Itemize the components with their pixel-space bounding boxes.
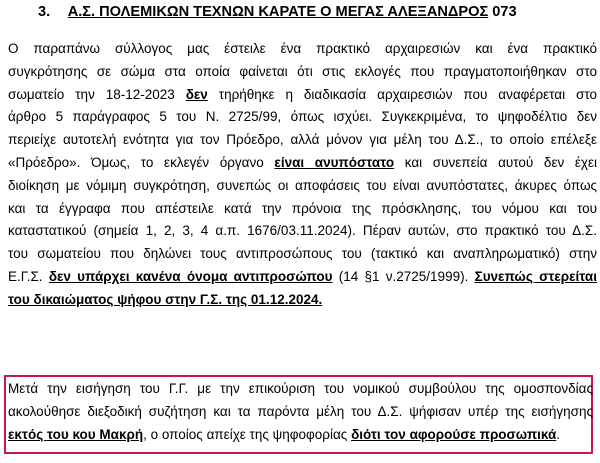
club-code: 073 bbox=[492, 4, 517, 20]
text-line: Ο παραπάνω σύλλογος μας έστειλε ένα πρακτικό αρχαιρεσιών και ένα πρακτικό bbox=[8, 41, 597, 56]
paragraph-decision bbox=[8, 378, 593, 446]
text-line: Μετά την εισήγηση του Γ.Γ. με την επικούριση του νομικού συμβούλου της ομοσπονδίας bbox=[8, 381, 593, 396]
text-line: άρθρο 5 παράγραφος 5 του Ν. 2725/99, όπως ισχύει. Συγκεκριμένα, το ψηφοδέλτιο δεν bbox=[8, 109, 597, 125]
emphasis-anypostato: είναι ανυπόστατο bbox=[274, 154, 395, 170]
text-line: Ε.Γ.Σ. δεν υπάρχει κανένα όνομα αντιπροσώπου (14 §1 ν.2725/1999). Συνεπώς στερείται bbox=[8, 268, 597, 284]
text-line: καταστατικού (σημεία 1, 2, 3, 4 α.π. 1676/03.11.2024). Πέραν αυτών, στο πρακτικό του Δ.Σ. bbox=[8, 223, 597, 239]
emphasis-therefore: Συνεπώς στερείται bbox=[474, 268, 597, 284]
section-number: 3. bbox=[38, 4, 51, 20]
emphasis-except-makris: εκτός του κου Μακρή bbox=[8, 426, 144, 442]
section-title: Α.Σ. ΠΟΛΕΜΙΚΩΝ ΤΕΧΝΩΝ ΚΑΡΑΤΕ Ο ΜΕΓΑΣ ΑΛΕΞΑΝΔΡΟΣ bbox=[67, 4, 489, 20]
emphasis-no-representative: δεν υπάρχει κανένα όνομα αντιπροσώπου bbox=[48, 268, 333, 284]
text-line: ακολούθησε διεξοδική συζήτηση και τα παρόντα μέλη του Δ.Σ. ψήφισαν υπέρ της εισήγησης bbox=[8, 403, 593, 419]
emphasis-personal: διότι τον αφορούσε προσωπικά bbox=[351, 426, 557, 442]
section-heading bbox=[38, 4, 517, 20]
text-line: συγκρότησης σε σώμα στα οποία φαίνεται ότι στις εκλογές που πραγματοποιήθηκαν στο bbox=[8, 63, 597, 79]
paragraph-main bbox=[8, 38, 597, 312]
text-line: περιείχε αυτοτελή ενότητα για τον Πρόεδρο, αλλά μόνον για μέλη του Δ.Σ., το οποίο επέλεξε bbox=[8, 132, 597, 148]
text-line: εκτός του κου Μακρή, ο οποίος απείχε της ψηφοφορίας διότι τον αφορούσε προσωπικά. bbox=[8, 426, 561, 442]
text-line: διοίκηση με νόμιμη συγκρότηση, συνεπώς οι αποφάσεις του είναι ανυπόστατες, άκυρες όπως bbox=[8, 177, 597, 193]
emphasis-voting-right: του δικαιώματος ψήφου στην Γ.Σ. της 01.12.2024. bbox=[8, 291, 323, 307]
text-line: «Πρόεδρο». Όμως, το εκλεγέν όργανο είναι ανυπόστατο και συνεπεία αυτού δεν έχει bbox=[8, 154, 597, 170]
text-line: και τα έγγραφα που απέστειλε κατά την πρόνοια της πρόσκλησης, του νόμου και του bbox=[8, 200, 597, 216]
text-line: σωματείο την 18-12-2023 δεν τηρήθηκε η διαδικασία αρχαιρεσιών που αναφέρεται στο bbox=[8, 86, 597, 102]
emphasis-den: δεν bbox=[185, 86, 208, 102]
text-line: του σωματείου που δηλώνει τους αντιπροσώπους του (τακτικό και αναπληρωματικό) στην bbox=[8, 246, 597, 262]
